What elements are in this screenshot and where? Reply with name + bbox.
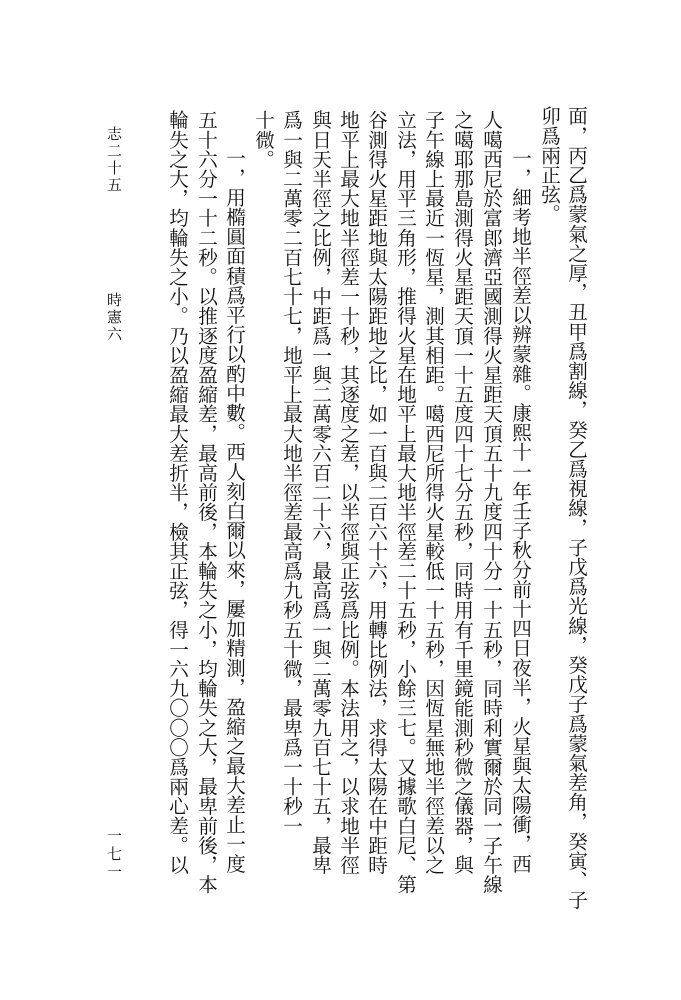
text-column-9: 地平上最大地半徑差一十秒，其逐度之差，以半徑與正弦爲比例。本法用之，以求地半徑 [336, 110, 360, 875]
page-number: 一七一 [105, 828, 123, 882]
text-column-12: 十微。 [251, 110, 275, 169]
text-column-1: 面，丙乙爲蒙氣之厚，丑甲爲割線，癸乙爲視線，子戊爲光線，癸戊子爲蒙氣差角，癸寅、子 [564, 106, 588, 910]
text-column-5: 之噶耶那島測得火星距天頂一十五度四十七分五秒，同時用有千里鏡能測秒微之儀器，與 [450, 110, 474, 875]
text-column-8: 谷測得火星距地與太陽距地之比，如一百與二百六十六，用轉比例法，求得太陽在中距時 [364, 110, 388, 875]
text-column-4: 人噶西尼於富郎濟亞國測得火星距天頂五十九度四十分一十五秒，同時利實爾於同一子午線 [479, 110, 503, 894]
text-column-6: 子午線上最近一恆星，測其相距。噶西尼所得火星較低一十五秒，因恆星無地半徑差以之 [421, 110, 445, 875]
text-column-7: 立法，用平三角形，推得火星在地平上最大地半徑差二十五秒，小餘三七。又據歌白尼、第 [393, 110, 417, 894]
chapter-label: 志二十五 [105, 126, 123, 194]
text-column-10: 與日天半徑之比例，中距爲一與二萬零六百二十六，最高爲一與二萬零九百七十五，最卑 [308, 110, 332, 875]
text-column-15: 輪失之大，均輪失之小。乃以盈縮最大差折半，檢其正弦，得一六九〇〇〇爲兩心差。以 [165, 110, 189, 875]
section-label: 時憲六 [105, 292, 123, 343]
text-column-13: 一，用橢圓面積爲平行以酌中數。西人刻白爾以來，屢加精測，盈縮之最大差止一度 [222, 148, 246, 874]
text-column-2: 卯爲兩正弦。 [537, 106, 561, 224]
text-column-3: 一，細考地半徑差以辨蒙雜。康熙十一年壬子秋分前十四日夜半，火星與太陽衝，西 [508, 148, 532, 874]
text-column-14: 五十六分一十二秒。以推逐度盈縮差，最高前後，本輪失之小，均輪失之大，最卑前後，本 [194, 110, 218, 894]
text-column-11: 爲一與二萬零二百七十七，地平上最大地半徑差最高爲九秒五十微，最卑爲一十秒一 [279, 110, 303, 836]
